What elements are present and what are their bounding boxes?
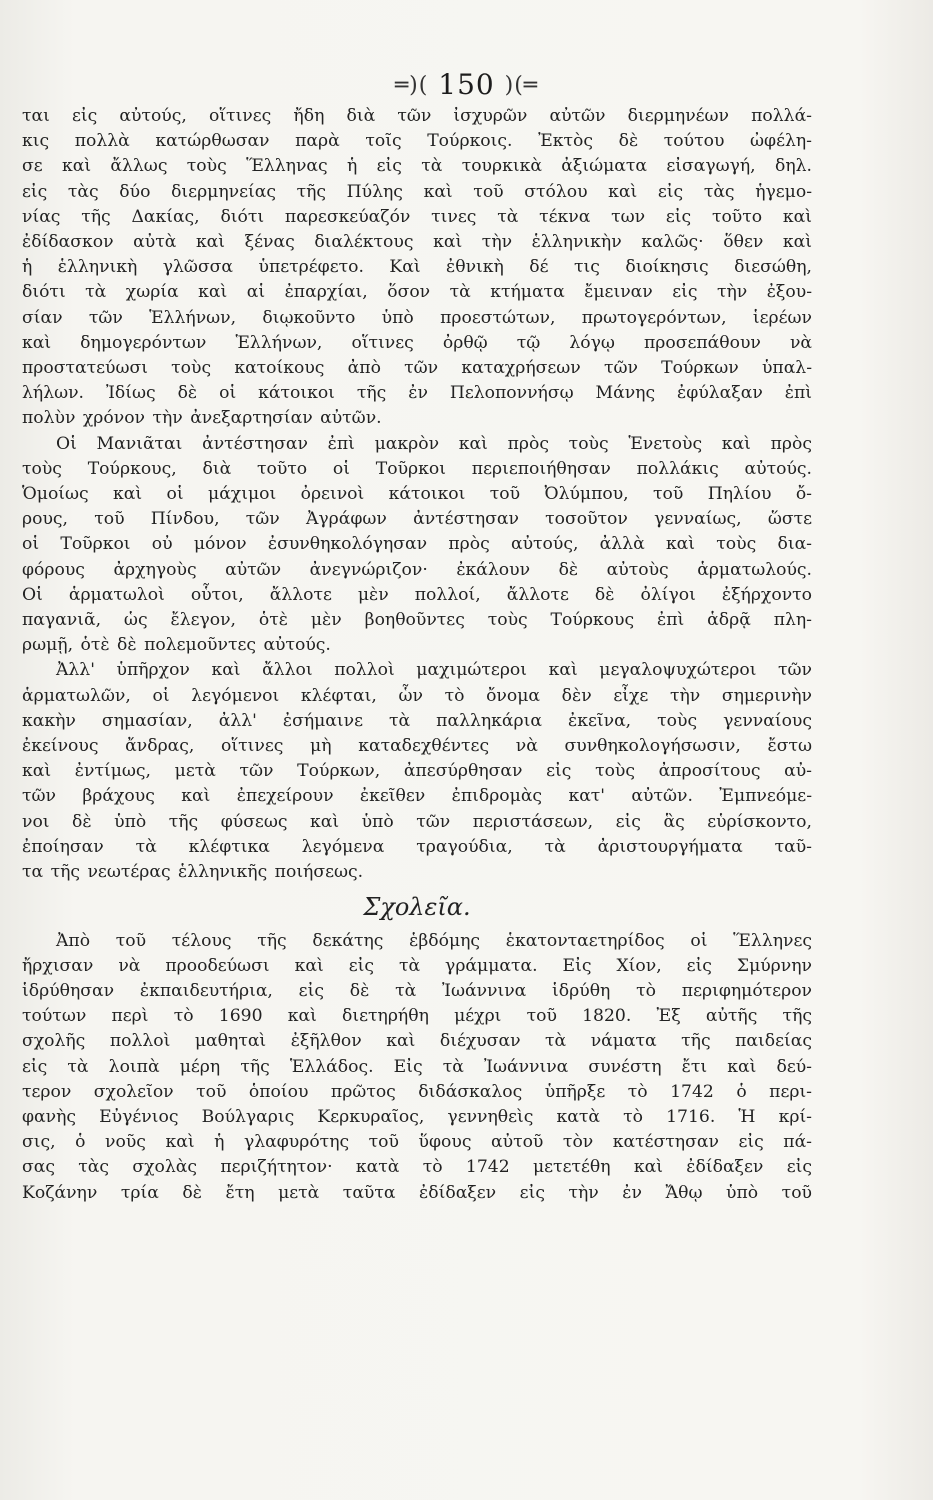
text-line: οἱ Τοῦρκοι οὐ μόνον ἐσυνθηκολόγησαν πρὸς αὐτούς, ἀλλὰ καὶ τοὺς δια- [22,534,812,555]
body-text [22,104,812,1206]
text-line: νοι δὲ ὑπὸ τῆς φύσεως καὶ ὑπὸ τῶν περιστάσεων, εἰς ἃς εὑρίσκοντο, [22,811,812,832]
text-line: πολὺν χρόνον τὴν ἀνεξαρτησίαν αὐτῶν. [22,408,382,429]
text-line: νίας τῆς Δακίας, διότι παρεσκεύαζόν τινες τὰ τέκνα των εἰς τοῦτο καὶ [22,206,812,227]
text-line: σχολῆς πολλοὶ μαθηταὶ ἐξῆλθον καὶ διέχυσαν τὰ νάματα τῆς παιδείας [22,1031,812,1052]
text-line: τούτων περὶ τὸ 1690 καὶ διετηρήθη μέχρι τοῦ 1820. Ἐξ αὐτῆς τῆς [22,1006,812,1027]
text-line: παγανιᾶ, ὡς ἔλεγον, ὁτὲ μὲν βοηθοῦντες τοὺς Τούρκους ἐπὶ ἁδρᾷ πλη- [22,610,812,631]
text-line: ἐποίησαν τὰ κλέφτικα λεγόμενα τραγούδια, τὰ ἀριστουργήματα ταῦ- [22,836,812,857]
text-line: ται εἰς αὐτούς, οἵτινες ἤδη διὰ τῶν ἰσχυρῶν αὐτῶν διερμηνέων πολλά- [22,106,812,126]
text-line: φανὴς Εὐγένιος Βούλγαρις Κερκυραῖος, γεννηθεὶς κατὰ τὸ 1716. Ἡ κρί- [22,1106,812,1127]
header-ornament-right: )(═ [504,73,539,98]
text-line: σας τὰς σχολὰς περιζήτητον· κατὰ τὸ 1742 μετετέθη καὶ ἐδίδαξεν εἰς [22,1157,812,1178]
text-line: Ἀπὸ τοῦ τέλους τῆς δεκάτης ἑβδόμης ἑκατονταετηρίδος οἱ Ἕλληνες [56,930,812,951]
text-line: ρους, τοῦ Πίνδου, τῶν Ἀγράφων ἀντέστησαν τοσοῦτον γενναίως, ὥστε [22,509,812,530]
text-line: ἱδρύθησαν ἐκπαιδευτήρια, εἰς δὲ τὰ Ἰωάννινα ἱδρύθη τὸ περιφημότερον [22,980,812,1001]
page-number: 150 [438,68,495,101]
text-line: κις πολλὰ κατώρθωσαν παρὰ τοῖς Τούρκοις. Ἐκτὸς δὲ τούτου ὠφέλη- [22,131,812,152]
text-line: κακὴν σημασίαν, ἀλλ' ἐσήμαινε τὰ παλληκάρια ἐκεῖνα, τοὺς γενναίους [22,710,812,731]
text-line: ἡ ἑλληνικὴ γλῶσσα ὑπετρέφετο. Καὶ ἐθνικὴ δέ τις διοίκησις διεσώθη, [22,257,812,278]
text-line: σίαν τῶν Ἑλλήνων, διῳκοῦντο ὑπὸ προεστώτων, πρωτογερόντων, ἱερέων [22,307,812,328]
text-line: τῶν βράχους καὶ ἐπεχείρουν ἐκεῖθεν ἐπιδρομὰς κατ' αὐτῶν. Ἐμπνεόμε- [22,786,812,807]
text-line: προστατεύωσι τοὺς κατοίκους ἀπὸ τῶν καταχρήσεων τῶν Τούρκων ὑπαλ- [22,358,812,379]
header-ornament-left: ═)( [394,73,429,98]
text-line: ἐδίδασκον αὐτὰ καὶ ξένας διαλέκτους καὶ τὴν ἑλληνικὴν καλῶς· ὅθεν καὶ [22,232,812,253]
text-line: καὶ ἐντίμως, μετὰ τῶν Τούρκων, ἀπεσύρθησαν εἰς τοὺς ἀπροσίτους αὐ- [22,761,812,782]
text-line: εἰς τὰς δύο διερμηνείας τῆς Πύλης καὶ τοῦ στόλου καὶ εἰς τὰς ἡγεμο- [22,181,812,202]
text-line: Οἱ Μανιᾶται ἀντέστησαν ἐπὶ μακρὸν καὶ πρὸς τοὺς Ἑνετοὺς καὶ πρὸς [56,433,812,454]
text-line: Κοζάνην τρία δὲ ἔτη μετὰ ταῦτα ἐδίδαξεν εἰς τὴν ἐν Ἄθῳ ὑπὸ τοῦ [22,1182,812,1203]
text-line: τοὺς Τούρκους, διὰ τοῦτο οἱ Τοῦρκοι περιεποιήθησαν πολλάκις αὐτούς. [22,458,812,479]
text-line: Ὁμοίως καὶ οἱ μάχιμοι ὀρεινοὶ κάτοικοι τοῦ Ὀλύμπου, τοῦ Πηλίου ὄ- [22,484,812,505]
text-line: λήλων. Ἰδίως δὲ οἱ κάτοικοι τῆς ἐν Πελοποννήσῳ Μάνης ἐφύλαξαν ἐπὶ [22,383,812,404]
text-line: Οἱ ἁρματωλοὶ οὗτοι, ἄλλοτε μὲν πολλοί, ἄλλοτε δὲ ὀλίγοι ἐξήρχοντο [22,584,812,605]
text-line: ἁρματωλῶν, οἱ λεγόμενοι κλέφται, ὧν τὸ ὄνομα δὲν εἶχε τὴν σημερινὴν [22,685,812,706]
text-line: καὶ δημογερόντων Ἑλλήνων, οἵτινες ὀρθῷ τῷ λόγῳ προσεπάθουν νὰ [22,332,812,353]
text-line: φόρους ἀρχηγοὺς αὐτῶν ἀνεγνώριζον· ἐκάλουν δὲ αὐτοὺς ἁρματωλούς. [22,559,812,580]
text-line: τερον σχολεῖον τοῦ ὁποίου πρῶτος διδάσκαλος ὑπῆρξε τὸ 1742 ὁ περι- [22,1081,812,1102]
text-line: εἰς τὰ λοιπὰ μέρη τῆς Ἑλλάδος. Εἰς τὰ Ἰωάννινα συνέστη ἔτι καὶ δεύ- [22,1056,812,1077]
text-line: Ἀλλ' ὑπῆρχον καὶ ἄλλοι πολλοὶ μαχιμώτεροι καὶ μεγαλοψυχώτεροι τῶν [56,660,812,681]
text-line: διότι τὰ χωρία καὶ αἱ ἐπαρχίαι, ὅσον τὰ κτήματα ἔμειναν εἰς τὴν ἐξου- [22,282,812,303]
text-line: ἐκείνους ἄνδρας, οἵτινες μὴ καταδεχθέντες νὰ συνθηκολογήσωσιν, ἔστω [22,736,812,757]
page-header [0,68,933,101]
text-line: ρωμῇ, ὁτὲ δὲ πολεμοῦντες αὐτούς. [22,635,331,656]
text-line: τα τῆς νεωτέρας ἑλληνικῆς ποιήσεως. [22,862,364,883]
text-line: ἤρχισαν νὰ προοδεύωσι καὶ εἰς τὰ γράμματα. Εἰς Χίον, εἰς Σμύρνην [22,955,812,976]
text-line: σε καὶ ἄλλως τοὺς Ἕλληνας ἡ εἰς τὰ τουρκικὰ ἀξιώματα εἰσαγωγή, δηλ. [22,156,812,177]
text-line: σις, ὁ νοῦς καὶ ἡ γλαφυρότης τοῦ ὕφους αὐτοῦ τὸν κατέστησαν εἰς πά- [22,1132,812,1153]
section-heading: Σχολεῖα. [363,895,471,921]
